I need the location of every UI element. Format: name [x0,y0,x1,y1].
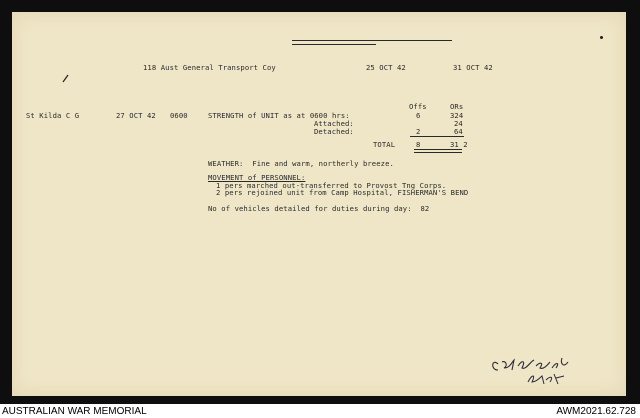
unit-name: 118 Aust General Transport Coy [143,63,276,72]
vehicles-line: No of vehicles detailed for duties during day: 82 [208,204,430,213]
period-to: 31 OCT 42 [453,63,493,72]
attached-label: Attached: [314,119,354,128]
strength-offrs: 6 [416,111,421,120]
total-double-rule-bottom [414,152,462,153]
movement-line: 2 pers rejoined unit from Camp Hospital, FISHERMAN'S BEND [216,188,469,197]
total-rule [410,136,464,137]
attached-ors: 24 [454,119,463,128]
total-ors: 31 2 [450,140,468,149]
strength-label: STRENGTH of UNIT as at 0600 hrs: [208,111,350,120]
footer-accession-number: AWM2021.62.728 [556,406,636,417]
entry-time: 0600 [170,111,188,120]
col-header-ors: ORs [450,102,464,111]
handwritten-signature [488,352,598,388]
col-header-offrs: Offs [409,102,427,111]
ink-mark [600,36,603,39]
detached-label: Detached: [314,127,354,136]
strength-ors: 324 [450,111,464,120]
header-rule-top [292,40,452,41]
weather-line: WEATHER: Fine and warm, northerly breeze. [208,159,394,168]
header-rule-bottom [292,44,376,45]
entry-date: 27 OCT 42 [116,111,156,120]
period-from: 25 OCT 42 [366,63,406,72]
movement-heading: MOVEMENT of PERSONNEL: [208,173,306,182]
total-double-rule-top [414,149,462,150]
movement-line: 1 pers marched out-transferred to Provost Tng Corps. [216,181,447,190]
total-label: TOTAL [373,140,396,149]
tick-mark-icon [62,73,70,83]
total-offrs: 8 [416,140,421,149]
entry-place: St Kilda C G [26,111,80,120]
detached-ors: 64 [454,127,463,136]
footer-institution: AUSTRALIAN WAR MEMORIAL [2,406,147,417]
detached-offrs: 2 [416,127,421,136]
